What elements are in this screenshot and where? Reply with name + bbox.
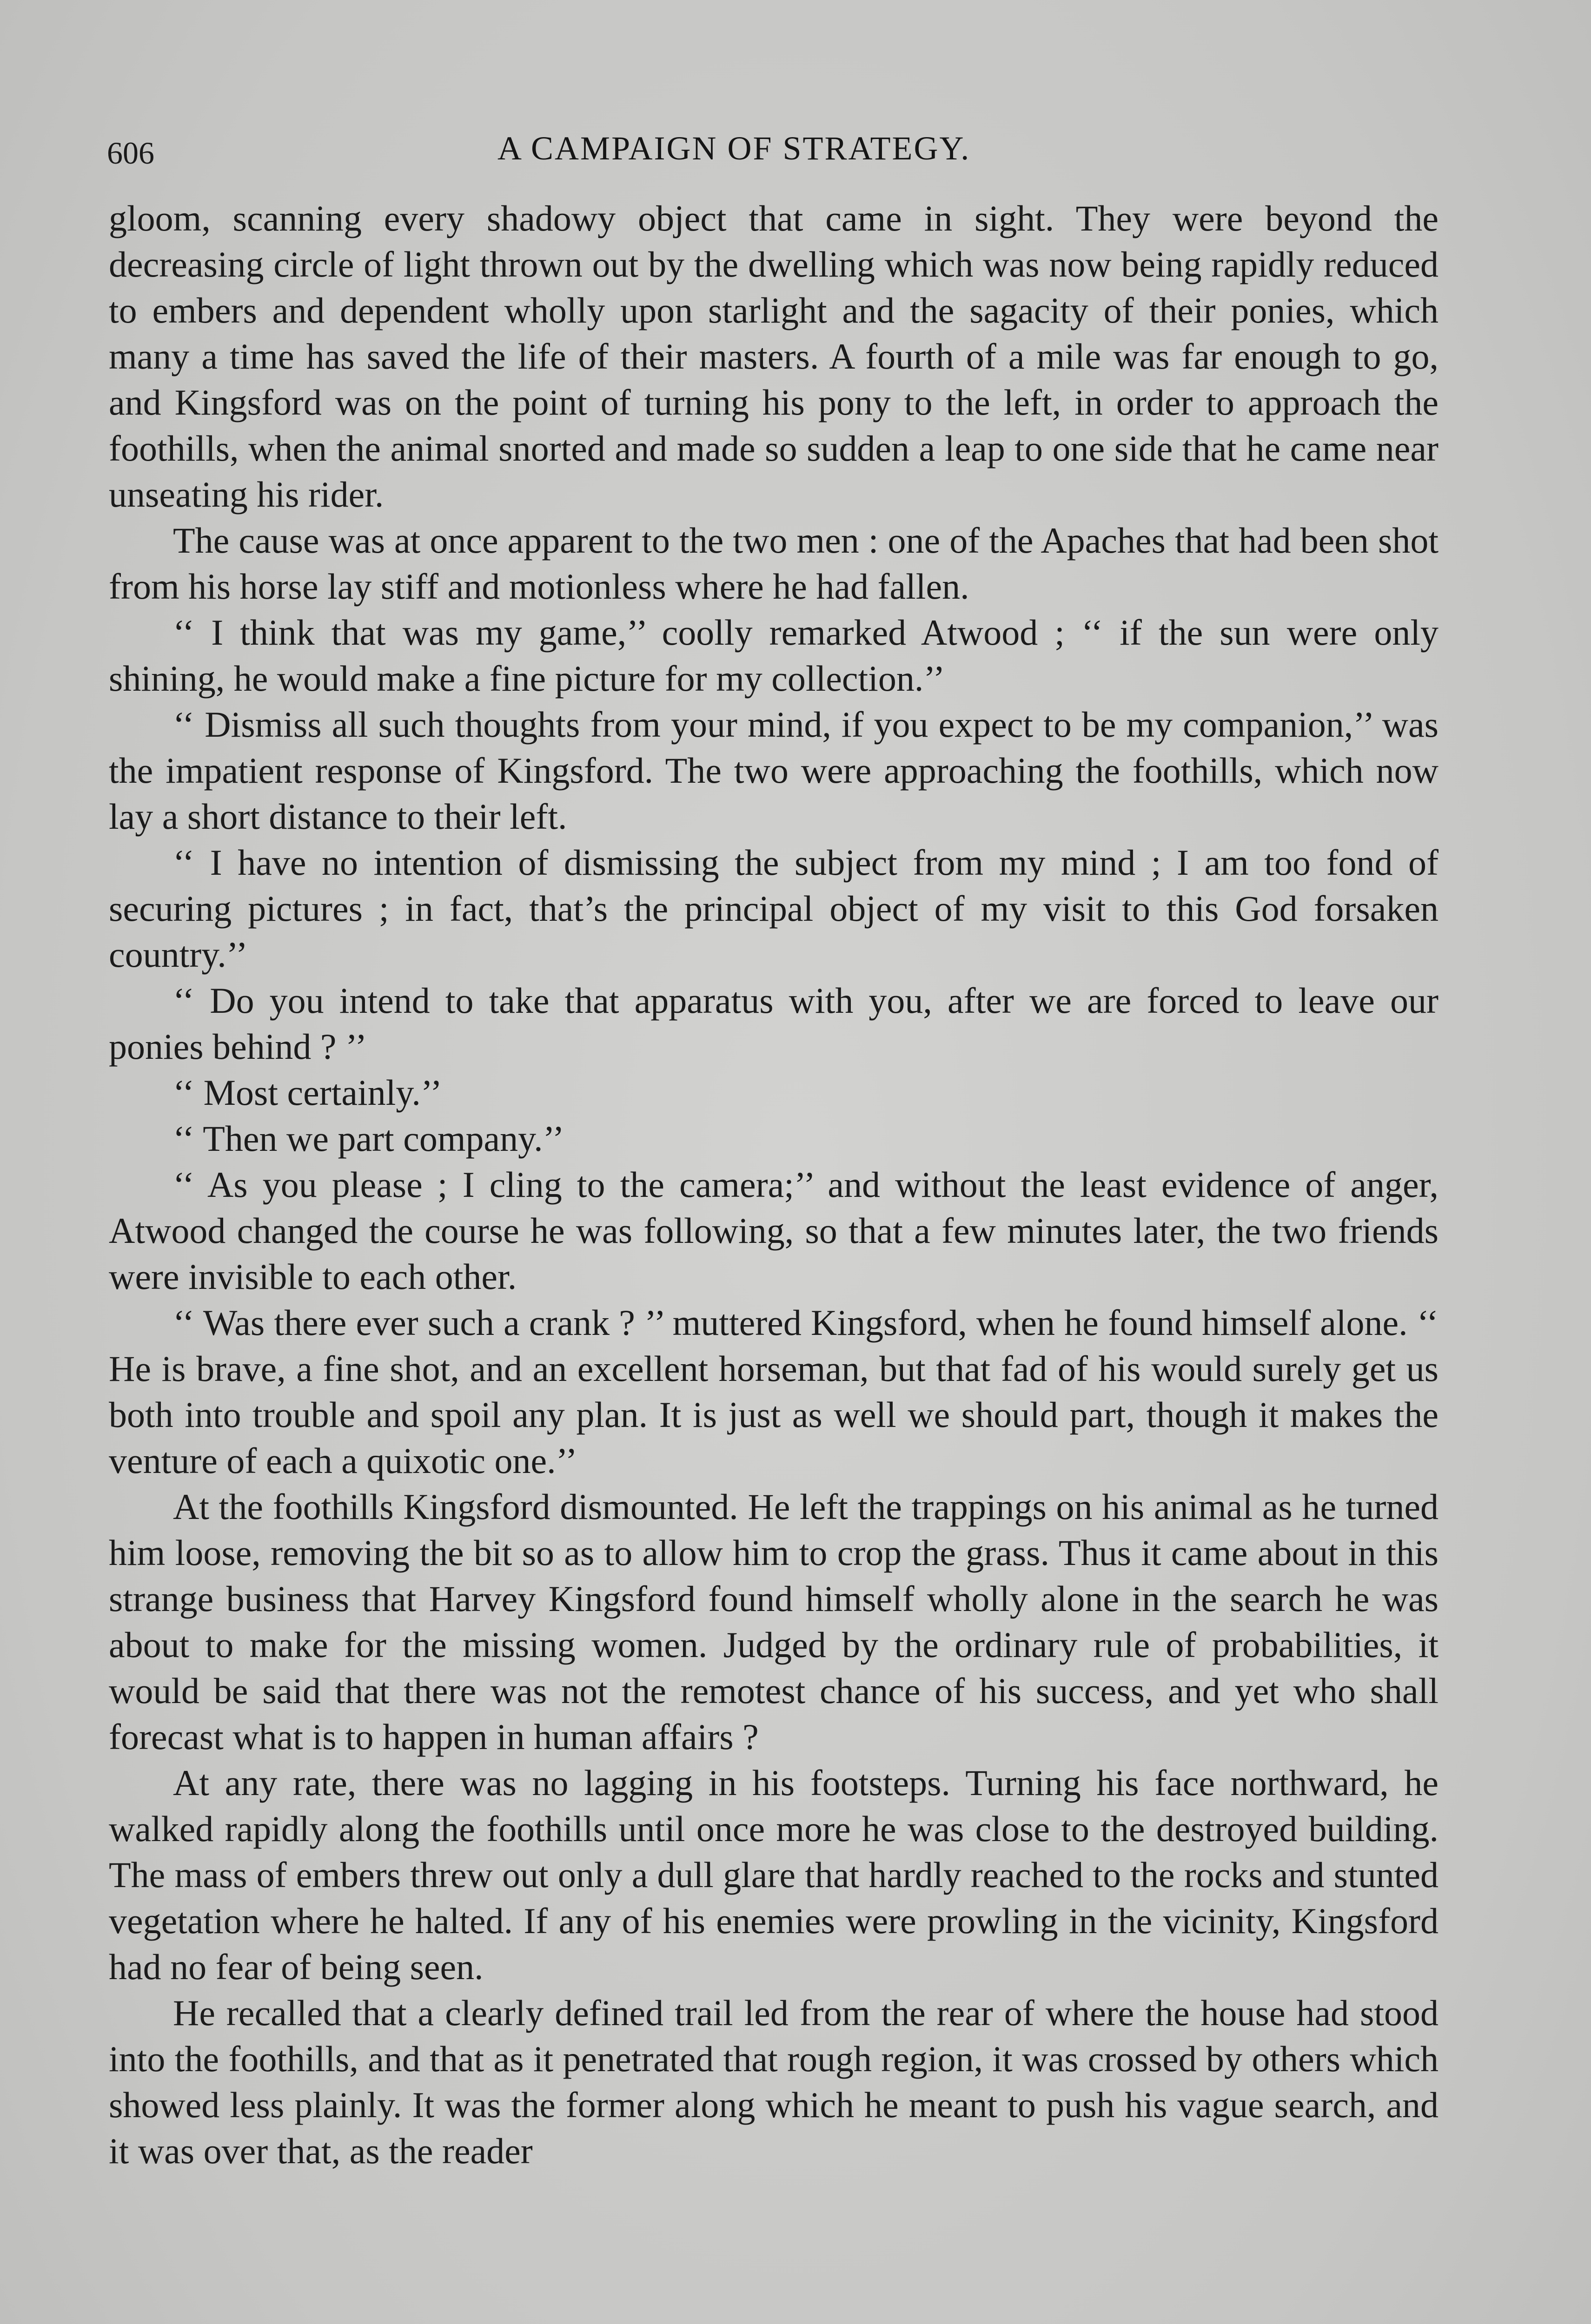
paragraph: ‘‘ Most certainly.’’ (173, 1072, 442, 1113)
paragraph: ‘‘ I have no intention of dismissing the subject from my mind ; I am too fond of securing pictures ; in fact, that’s the principal object of my visit to this God forsaken country.’’ (109, 842, 1439, 975)
paragraph: At the foothills Kingsford dismounted. He left the trappings on his animal as he turned him loose, removing the bit so as to allow him to crop the grass. Thus it came about in this strange business that Harvey Kingsford found himself wholly alone in the search he was about to make for the missing women. Judged by the ordinary rule of probabilities, it would be said that there was not the remotest chance of his success, and yet who shall forecast what is to happen in human affairs ? (109, 1486, 1439, 1757)
paragraph: ‘‘ Was there ever such a crank ? ’’ muttered Kingsford, when he found himself alone. ‘‘ He is brave, a fine shot, and an excellent horseman, but that fad of his would surely get us both into trouble and spoil any plan. It is just as well we should part, though it makes the venture of each a quixotic one.’’ (109, 1302, 1439, 1481)
paragraph: ‘‘ As you please ; I cling to the camera;’’ and without the least evidence of anger, Atwood changed the course he was following, so that a few minutes later, the two friends were invisible to each other. (109, 1164, 1439, 1297)
paragraph: ‘‘ Do you intend to take that apparatus with you, after we are forced to leave our ponies behind ? ’’ (109, 980, 1439, 1067)
paragraph: ‘‘ I think that was my game,’’ coolly remarked Atwood ; ‘‘ if the sun were only shining, he would make a fine picture for my collection.’’ (109, 612, 1439, 699)
paragraph: ‘‘ Then we part company.’’ (173, 1118, 564, 1159)
paragraph: He recalled that a clearly defined trail led from the rear of where the house had stood into the foothills, and that as it penetrated that rough region, it was crossed by others which showed less plainly. It was the former along which he meant to push his vague search, and it was over that, as the reader (109, 1993, 1439, 2171)
paragraph: At any rate, there was no lagging in his footsteps. Turning his face northward, he walked rapidly along the foothills until once more he was close to the destroyed building. The mass of embers threw out only a dull glare that hardly reached to the rocks and stunted vegetation where he halted. If any of his enemies were prowling in the vicinity, Kingsford had no fear of being seen. (109, 1763, 1439, 1987)
page-number: 606 (107, 135, 154, 171)
paragraph: The cause was at once apparent to the two men : one of the Apaches that had been shot from his horse lay stiff and motionless where he had fallen. (109, 520, 1439, 607)
running-head (107, 125, 1455, 181)
body-text (109, 195, 1439, 2174)
paragraph-continued: gloom, scanning every shadowy object that came in sight. They were beyond the decreasing circle of light thrown out by the dwelling which was now being rapidly reduced to embers and dependent wholly upon starlight and the sagacity of their ponies, which many a time has saved the life of their masters. A fourth of a mile was far enough to go, and Kingsford was on the point of turning his pony to the left, in order to approach the foothills, when the animal snorted and made so sudden a leap to one side that he came near unseating his rider. (109, 198, 1439, 515)
running-title: A CAMPAIGN OF STRATEGY. (497, 130, 971, 167)
paragraph: ‘‘ Dismiss all such thoughts from your mind, if you expect to be my companion,’’ was the impatient response of Kingsford. The two were approaching the foothills, which now lay a short distance to their left. (109, 704, 1439, 837)
